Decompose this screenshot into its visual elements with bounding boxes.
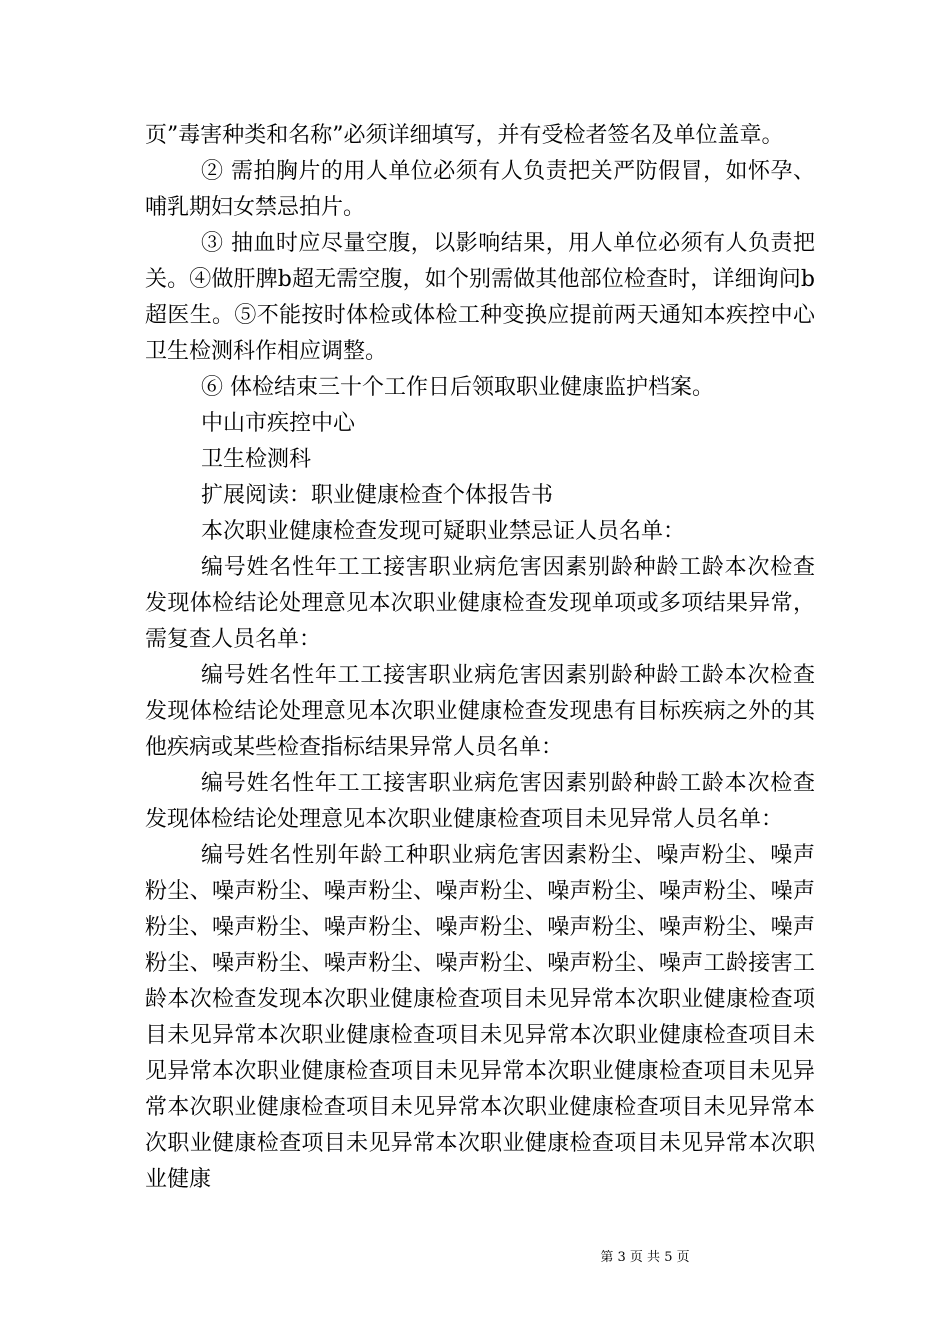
document-body <box>145 118 815 1198</box>
paragraph-12: 编号姓名性别年龄工种职业病危害因素粉尘、噪声粉尘、噪声粉尘、噪声粉尘、噪声粉尘、噪声粉尘、噪声粉尘、噪声粉尘、噪声粉尘、噪声粉尘、噪声粉尘、噪声粉尘、噪声粉尘、噪声粉尘、噪声粉尘、噪声粉尘、噪声粉尘、噪声粉尘、噪声粉尘、噪声工龄接害工龄本次检查发现本次职业健康检查项目未见异常本次职业健康检查项目未见异常本次职业健康检查项目未见异常本次职业健康检查项目未见异常本次职业健康检查项目未见异常本次职业健康检查项目未见异常本次职业健康检查项目未见异常本次职业健康检查项目未见异常本次职业健康检查项目未见异常本次职业健康检查项目未见异常本次职业健康 <box>145 843 815 1192</box>
signature-department: 卫生检测科 <box>201 447 312 472</box>
paragraph-3: ③ 抽血时应尽量空腹，以影响结果，用人单位必须有人负责把关。④做肝脾b超无需空腹，如个别需做其他部位检查时，详细询问b超医生。⑤不能按时体检或体检工种变换应提前两天通知本疾控中心卫生检测科作相应调整。 <box>145 231 815 364</box>
paragraph-8: 本次职业健康检查发现可疑职业禁忌证人员名单： <box>201 519 686 544</box>
paragraph-10: 编号姓名性年工工接害职业病危害因素别龄种龄工龄本次检查发现体检结论处理意见本次职业健康检查发现患有目标疾病之外的其他疾病或某些检查指标结果异常人员名单： <box>145 663 815 760</box>
signature-organization: 中山市疾控中心 <box>201 411 356 436</box>
paragraph-4: ⑥ 体检结束三十个工作日后领取职业健康监护档案。 <box>201 375 714 400</box>
paragraph-9: 编号姓名性年工工接害职业病危害因素别龄种龄工龄本次检查发现体检结论处理意见本次职业健康检查发现单项或多项结果异常，需复查人员名单： <box>145 555 815 652</box>
page-footer <box>0 1249 950 1267</box>
paragraph-2: ② 需拍胸片的用人单位必须有人负责把关严防假冒，如怀孕、哺乳期妇女禁忌拍片。 <box>145 159 815 220</box>
paragraph-11: 编号姓名性年工工接害职业病危害因素别龄种龄工龄本次检查发现体检结论处理意见本次职业健康检查项目未见异常人员名单： <box>145 771 815 832</box>
paragraph-1: 页”毒害种类和名称”必须详细填写，并有受检者签名及单位盖章。 <box>145 123 784 148</box>
extended-reading-title: 扩展阅读：职业健康检查个体报告书 <box>201 483 554 508</box>
page-number: 第 3 页 共 5 页 <box>600 1250 690 1265</box>
